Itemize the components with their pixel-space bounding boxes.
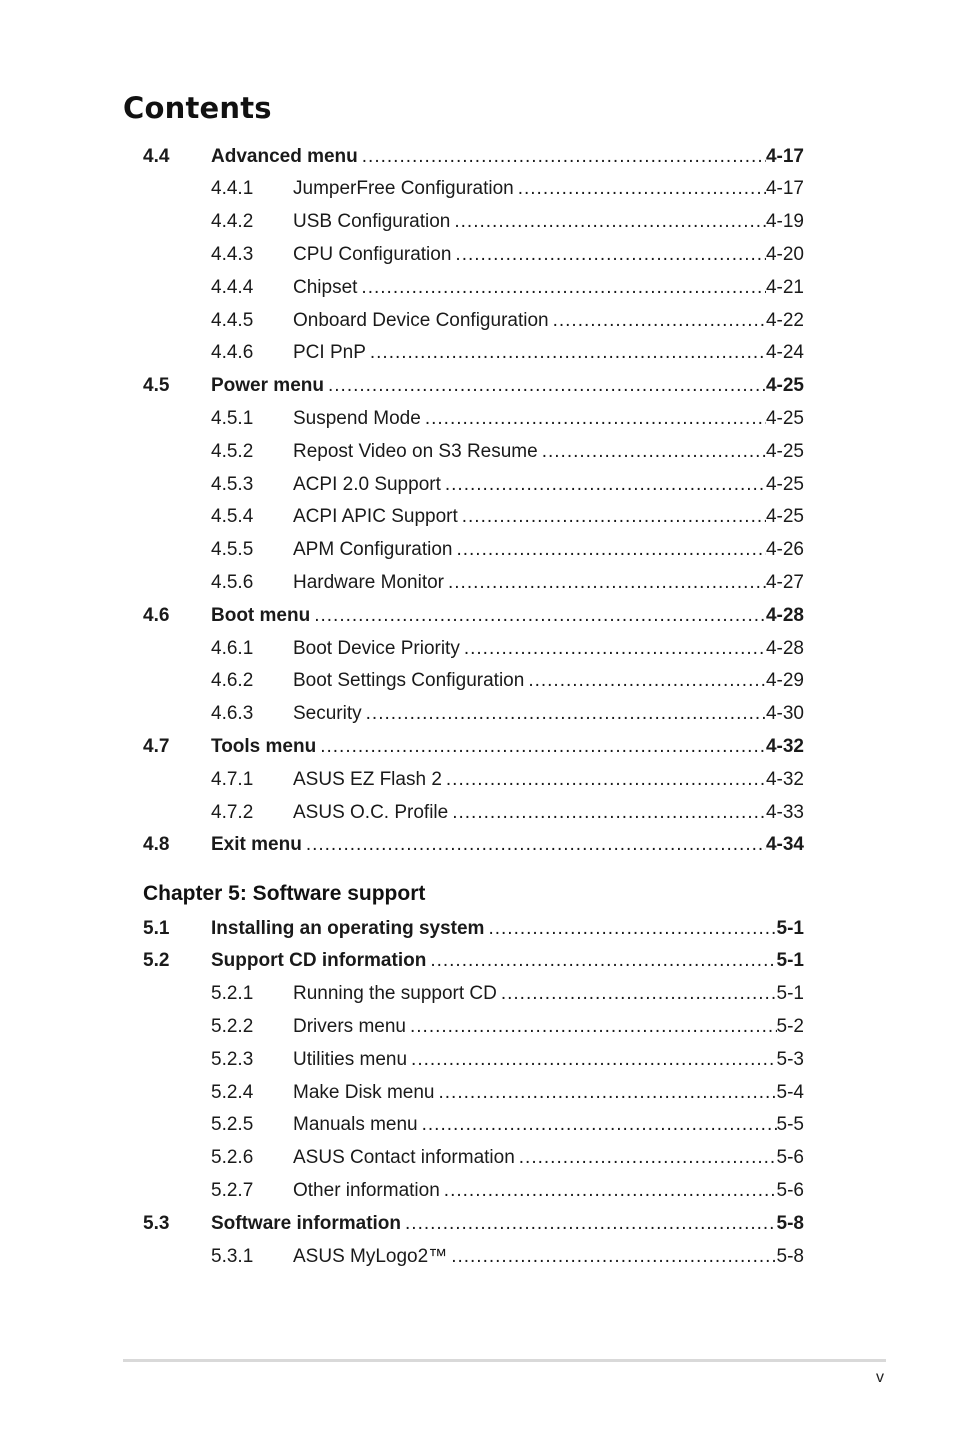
toc-entry-title: Software information [211, 1212, 402, 1234]
toc-subsection-entry[interactable] [211, 796, 804, 829]
toc-entry-number: 4.4.1 [211, 178, 254, 200]
toc-subsection-entry[interactable] [211, 763, 804, 796]
toc-entry-title: Other information [293, 1179, 440, 1201]
toc-entry-page-number: 4-25 [765, 375, 804, 397]
toc-subsection-entry[interactable] [211, 238, 804, 271]
dot-leader [462, 638, 766, 660]
toc-section-entry[interactable] [143, 730, 804, 763]
toc-entry-title: ASUS MyLogo2™ [293, 1245, 448, 1267]
toc-entry-title: Repost Video on S3 Resume [293, 440, 538, 462]
dot-leader [453, 244, 766, 266]
toc-subsection-entry[interactable] [211, 632, 804, 665]
toc-entry-number: 4.4.4 [211, 276, 254, 298]
toc-entry-title: ASUS O.C. Profile [293, 801, 449, 823]
toc-entry-title: Chipset [293, 276, 358, 298]
toc-entry-title: JumperFree Configuration [293, 178, 514, 200]
chapter-heading: Chapter 5: Software support [143, 882, 426, 905]
toc-entry-page-number: 4-32 [765, 768, 804, 790]
toc-entry-page-number: 5-4 [776, 1081, 804, 1103]
toc-subsection-entry[interactable] [211, 1010, 804, 1043]
toc-entry-number: 4.7.1 [211, 768, 254, 790]
toc-entry-page-number: 5-6 [776, 1179, 804, 1201]
toc-entry-title: Drivers menu [293, 1015, 406, 1037]
page-title: Contents [123, 91, 272, 125]
toc-entry-page-number: 5-8 [776, 1245, 804, 1267]
dot-leader [360, 146, 766, 168]
toc-subsection-entry[interactable] [211, 1043, 804, 1076]
dot-leader [450, 802, 766, 824]
toc-subsection-entry[interactable] [211, 698, 804, 731]
toc-entry-page-number: 4-17 [765, 178, 804, 200]
toc-entry-page-number: 5-1 [776, 950, 804, 972]
toc-entry-title: Security [293, 703, 362, 725]
toc-section-entry[interactable] [143, 912, 804, 945]
toc-entry-page-number: 5-2 [776, 1015, 804, 1037]
toc-subsection-entry[interactable] [211, 435, 804, 468]
toc-entry-number: 4.8 [143, 834, 170, 856]
toc-subsection-entry[interactable] [211, 665, 804, 698]
dot-leader [312, 605, 766, 627]
toc-subsection-entry[interactable] [211, 1174, 804, 1207]
toc-entry-number: 4.5.5 [211, 539, 254, 561]
toc-entry-number: 4.6.3 [211, 703, 254, 725]
dot-leader [517, 1147, 777, 1169]
toc-subsection-entry[interactable] [211, 1076, 804, 1109]
toc-entry-page-number: 4-25 [765, 473, 804, 495]
toc-entry-number: 4.6.2 [211, 670, 254, 692]
toc-entry-number: 4.5 [143, 375, 170, 397]
toc-entry-title: Tools menu [211, 735, 317, 757]
toc-entry-title: Utilities menu [293, 1048, 408, 1070]
toc-entry-title: Suspend Mode [293, 407, 421, 429]
dot-leader [452, 211, 766, 233]
dot-leader [442, 1180, 777, 1202]
toc-entry-page-number: 4-29 [765, 670, 804, 692]
dot-leader [318, 736, 766, 758]
toc-subsection-entry[interactable] [211, 534, 804, 567]
toc-entry-number: 5.3.1 [211, 1245, 254, 1267]
toc-entry-title: Boot Settings Configuration [293, 670, 525, 692]
toc-subsection-entry[interactable] [211, 173, 804, 206]
dot-leader [408, 1016, 777, 1038]
toc-entry-title: ASUS EZ Flash 2 [293, 768, 442, 790]
toc-section-entry[interactable] [143, 1207, 804, 1240]
dot-leader [420, 1114, 777, 1136]
toc-entry-page-number: 4-25 [765, 506, 804, 528]
toc-entry-page-number: 4-17 [765, 145, 804, 167]
dot-leader [423, 408, 766, 430]
toc-subsection-entry[interactable] [211, 468, 804, 501]
toc-entry-title: Power menu [211, 375, 324, 397]
toc-entry-title: USB Configuration [293, 211, 451, 233]
toc-entry-page-number: 4-32 [765, 735, 804, 757]
dot-leader [403, 1213, 777, 1235]
toc-entry-title: ACPI APIC Support [293, 506, 458, 528]
toc-entry-number: 4.4.2 [211, 211, 254, 233]
toc-entry-page-number: 5-8 [776, 1212, 804, 1234]
toc-entry-number: 5.2.7 [211, 1179, 254, 1201]
dot-leader [364, 703, 766, 725]
toc-entry-page-number: 4-20 [765, 243, 804, 265]
toc-entry-number: 4.5.4 [211, 506, 254, 528]
toc-entry-page-number: 4-24 [765, 342, 804, 364]
toc-entry-number: 4.5.2 [211, 440, 254, 462]
toc-entry-page-number: 4-26 [765, 539, 804, 561]
toc-subsection-entry[interactable] [211, 978, 804, 1011]
toc-entry-page-number: 4-27 [765, 571, 804, 593]
toc-entry-page-number: 5-3 [776, 1048, 804, 1070]
toc-subsection-entry[interactable] [211, 1142, 804, 1175]
toc-subsection-entry[interactable] [211, 206, 804, 239]
toc-entry-number: 5.2.4 [211, 1081, 254, 1103]
toc-entry-title: ACPI 2.0 Support [293, 473, 441, 495]
dot-leader [449, 1246, 776, 1268]
toc-subsection-entry[interactable] [211, 271, 804, 304]
toc-subsection-entry[interactable] [211, 501, 804, 534]
toc-entry-number: 4.5.6 [211, 571, 254, 593]
toc-entry-title: CPU Configuration [293, 243, 452, 265]
toc-entry-number: 4.7.2 [211, 801, 254, 823]
toc-entry-number: 5.2.6 [211, 1147, 254, 1169]
toc-entry-number: 4.7 [143, 735, 170, 757]
toc-entry-number: 5.2.5 [211, 1114, 254, 1136]
toc-entry-title: Onboard Device Configuration [293, 309, 549, 331]
footer-divider [123, 1359, 886, 1362]
toc-entry-page-number: 4-21 [765, 276, 804, 298]
dot-leader [304, 834, 766, 856]
toc-entry-title: Manuals menu [293, 1114, 418, 1136]
dot-leader [446, 572, 766, 594]
toc-entry-number: 4.5.1 [211, 407, 254, 429]
toc-entry-title: Boot Device Priority [293, 637, 460, 659]
toc-entry-number: 4.4 [143, 145, 170, 167]
toc-subsection-entry[interactable] [211, 402, 804, 435]
toc-entry-page-number: 4-28 [765, 637, 804, 659]
dot-leader [486, 918, 776, 940]
toc-entry-page-number: 5-6 [776, 1147, 804, 1169]
toc-subsection-entry[interactable] [211, 337, 804, 370]
dot-leader [409, 1049, 776, 1071]
toc-entry-title: Hardware Monitor [293, 571, 444, 593]
dot-leader [359, 277, 766, 299]
toc-section-entry[interactable] [143, 829, 804, 862]
toc-entry-page-number: 5-1 [776, 983, 804, 1005]
toc-section-entry[interactable] [143, 599, 804, 632]
toc-entry-number: 4.4.3 [211, 243, 254, 265]
toc-entry-title: Support CD information [211, 950, 427, 972]
dot-leader [368, 342, 766, 364]
toc-entry-number: 4.6.1 [211, 637, 254, 659]
toc-entry-title: PCI PnP [293, 342, 366, 364]
page-number: v [876, 1369, 884, 1386]
toc-entry-page-number: 4-28 [765, 604, 804, 626]
toc-entry-title: APM Configuration [293, 539, 453, 561]
toc-entry-title: Make Disk menu [293, 1081, 435, 1103]
dot-leader [443, 474, 766, 496]
toc-subsection-entry[interactable] [211, 566, 804, 599]
toc-section-entry[interactable] [143, 140, 804, 173]
toc-entry-number: 5.1 [143, 917, 170, 939]
toc-entry-number: 5.2.1 [211, 983, 254, 1005]
dot-leader [516, 178, 766, 200]
toc-subsection-entry[interactable] [211, 1240, 804, 1273]
toc-entry-page-number: 4-30 [765, 703, 804, 725]
toc-entry-number: 5.3 [143, 1212, 170, 1234]
toc-entry-number: 4.6 [143, 604, 170, 626]
toc-entry-page-number: 4-25 [765, 407, 804, 429]
toc-entry-title: Installing an operating system [211, 917, 485, 939]
dot-leader [551, 310, 766, 332]
toc-entry-title: Advanced menu [211, 145, 358, 167]
toc-entry-title: ASUS Contact information [293, 1147, 515, 1169]
dot-leader [326, 375, 766, 397]
toc-entry-number: 4.5.3 [211, 473, 254, 495]
toc-subsection-entry[interactable] [211, 1109, 804, 1142]
toc-entry-title: Running the support CD [293, 983, 497, 1005]
toc-section-entry[interactable] [143, 370, 804, 403]
toc-entry-number: 5.2 [143, 950, 170, 972]
toc-entry-title: Exit menu [211, 834, 302, 856]
toc-entry-page-number: 5-1 [776, 917, 804, 939]
toc-subsection-entry[interactable] [211, 304, 804, 337]
toc-entry-number: 5.2.3 [211, 1048, 254, 1070]
dot-leader [460, 506, 766, 528]
toc-entry-page-number: 4-22 [765, 309, 804, 331]
toc-entry-page-number: 4-33 [765, 801, 804, 823]
toc-entry-page-number: 4-34 [765, 834, 804, 856]
dot-leader [428, 950, 776, 972]
toc-entry-number: 5.2.2 [211, 1015, 254, 1037]
toc-entry-page-number: 4-19 [765, 211, 804, 233]
toc-entry-number: 4.4.6 [211, 342, 254, 364]
dot-leader [444, 769, 766, 791]
dot-leader [526, 670, 766, 692]
toc-section-entry[interactable] [143, 945, 804, 978]
dot-leader [437, 1082, 777, 1104]
dot-leader [540, 441, 766, 463]
toc-entry-number: 4.4.5 [211, 309, 254, 331]
toc-entry-title: Boot menu [211, 604, 311, 626]
toc-entry-page-number: 4-25 [765, 440, 804, 462]
dot-leader [499, 983, 777, 1005]
dot-leader [454, 539, 766, 561]
toc-entry-page-number: 5-5 [776, 1114, 804, 1136]
